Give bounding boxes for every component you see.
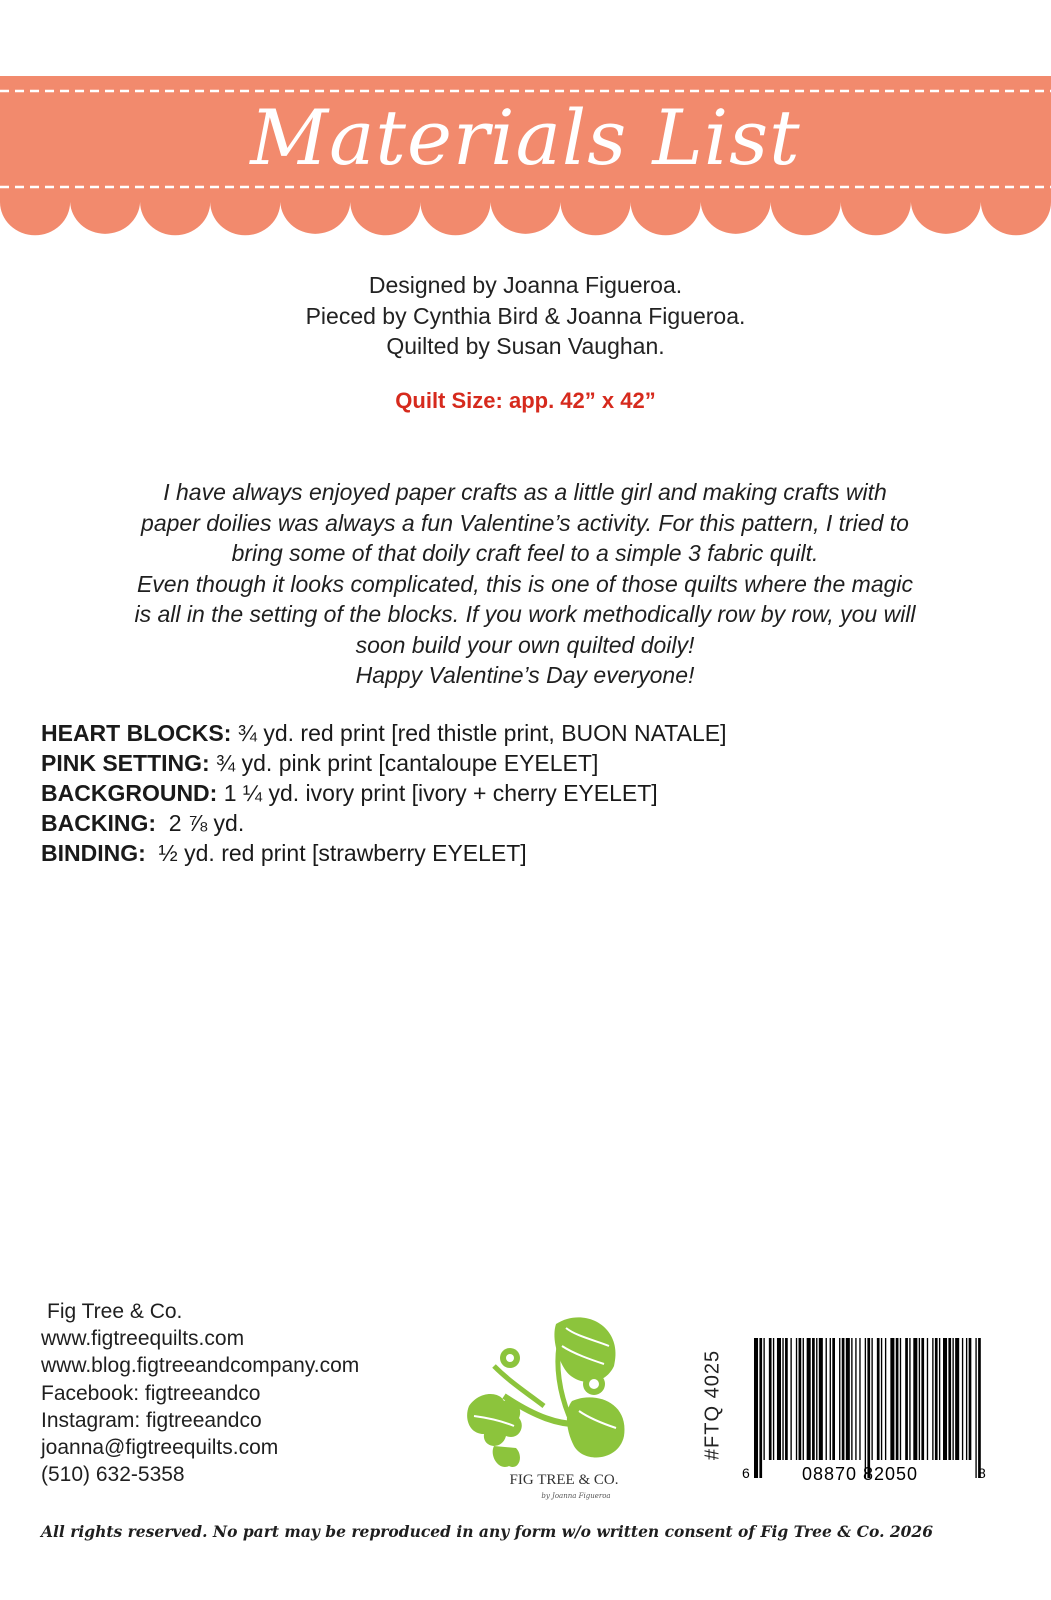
material-value: 2 ⅞ yd. — [156, 810, 245, 836]
credits-block — [0, 270, 1051, 362]
barcode-bar — [969, 1338, 972, 1460]
barcode-bar — [807, 1338, 811, 1460]
barcode-bar — [865, 1338, 866, 1478]
barcode-bar — [932, 1338, 933, 1460]
barcode-bar — [782, 1338, 783, 1460]
material-label: HEART BLOCKS: — [41, 720, 232, 746]
materials-list — [41, 718, 991, 868]
barcode-bar — [939, 1338, 940, 1460]
barcode-bar — [846, 1338, 850, 1460]
page-title: Materials List — [250, 93, 801, 182]
barcode-bar — [905, 1338, 908, 1460]
material-item — [41, 718, 991, 748]
barcode-bar — [927, 1338, 928, 1460]
barcode-bar — [921, 1338, 924, 1460]
sku-code-wrap — [700, 1346, 726, 1464]
material-label: BACKING: — [41, 810, 156, 836]
material-item — [41, 778, 991, 808]
barcode-bar — [816, 1338, 817, 1460]
barcode-bar — [763, 1338, 764, 1460]
barcode-bar — [975, 1338, 976, 1478]
intro-paragraph — [30, 477, 1020, 691]
barcode-bar — [859, 1338, 860, 1460]
barcode-bar — [769, 1338, 772, 1460]
barcode-digit-left: 6 — [742, 1465, 750, 1481]
barcode-bar — [777, 1338, 781, 1460]
barcode-bar — [832, 1338, 835, 1460]
material-label: BACKGROUND: — [41, 780, 218, 806]
designed-by: Designed by Joanna Figueroa. — [368, 272, 683, 298]
blog-link[interactable]: www.blog.figtreeandcompany.com — [41, 1354, 360, 1378]
intro-line: soon build your own quilted doily! — [355, 631, 695, 658]
intro-line: bring some of that doily craft feel to a simple 3 fabric quilt. — [231, 540, 819, 566]
barcode-bar — [919, 1338, 920, 1460]
barcode-bar — [855, 1338, 856, 1460]
logo-name: FIG TREE & CO. — [509, 1472, 619, 1488]
material-value: ¾ yd. pink print [cantaloupe EYELET] — [209, 750, 599, 776]
barcode-bar — [909, 1338, 910, 1460]
intro-line: is all in the setting of the blocks. If you work methodically row by row, you will — [134, 601, 916, 627]
barcode-bar — [803, 1338, 804, 1460]
barcode-bar — [900, 1338, 901, 1460]
barcode — [742, 1338, 998, 1484]
instagram-handle[interactable]: Instagram: figtreeandco — [41, 1408, 262, 1432]
barcode-bar — [839, 1338, 840, 1460]
fig-tree-logo — [464, 1306, 664, 1506]
intro-line: Happy Valentine’s Day everyone! — [355, 662, 695, 688]
material-item — [41, 748, 991, 778]
material-value: ¾ yd. red print [red thistle print, BUON NATALE] — [231, 720, 727, 746]
logo-byline: by Joanna Figueroa — [541, 1492, 611, 1500]
barcode-bar — [773, 1338, 774, 1460]
quilted-by: Quilted by Susan Vaughan. — [386, 333, 665, 359]
barcode-bar — [913, 1338, 917, 1460]
barcode-bar — [867, 1338, 870, 1478]
barcode-bar — [955, 1338, 959, 1460]
fig-branch-icon — [467, 1317, 624, 1467]
copyright-footer: All rights reserved. No part may be reproduced in any form w/o written consent of Fig Tree & Co. 2026 — [41, 1522, 934, 1541]
barcode-bar — [935, 1338, 938, 1460]
email-link[interactable]: joanna@figtreequilts.com — [41, 1436, 279, 1460]
phone-number: (510) 632-5358 — [41, 1463, 185, 1487]
barcode-bar — [890, 1338, 894, 1460]
facebook-handle[interactable]: Facebook: figtreeandco — [41, 1381, 261, 1405]
sku-code: #FTQ 4025 — [701, 1349, 724, 1461]
barcode-bar — [978, 1338, 981, 1478]
barcode-bar — [948, 1338, 951, 1460]
barcode-bar — [754, 1338, 758, 1478]
intro-line: Even though it looks complicated, this is one of those quilts where the magic — [136, 570, 914, 597]
barcode-digit-right: 8 — [978, 1465, 986, 1481]
barcode-bar — [885, 1338, 886, 1460]
material-label: PINK SETTING: — [41, 750, 210, 776]
quilt-size: Quilt Size: app. 42” x 42” — [395, 388, 656, 413]
barcode-bar — [790, 1338, 791, 1460]
company-name: Fig Tree & Co. — [47, 1300, 183, 1323]
barcode-bar — [966, 1338, 967, 1460]
barcode-bar — [943, 1338, 947, 1460]
material-item — [41, 838, 991, 868]
barcode-bar — [796, 1338, 797, 1460]
material-label: BINDING: — [41, 840, 146, 866]
pieced-by: Pieced by Cynthia Bird & Joanna Figueroa. — [305, 302, 746, 329]
barcode-bar — [812, 1338, 815, 1460]
barcode-digits: 08870 82050 — [801, 1464, 919, 1484]
barcode-bar — [830, 1338, 831, 1460]
barcode-bar — [881, 1338, 882, 1460]
intro-line: paper doilies was always a fun Valentine’s activity. For this pattern, I tried to — [141, 509, 909, 536]
barcode-bar — [799, 1338, 802, 1460]
barcode-bar — [826, 1338, 827, 1460]
barcode-bar — [842, 1338, 845, 1460]
barcode-bar — [871, 1338, 872, 1460]
contact-info — [41, 1298, 359, 1488]
barcode-bar — [819, 1338, 823, 1460]
barcode-bar — [962, 1338, 963, 1460]
material-item — [41, 808, 991, 838]
material-value: ½ yd. red print [strawberry EYELET] — [145, 840, 527, 866]
barcode-bar — [759, 1338, 762, 1478]
barcode-bar — [896, 1338, 899, 1460]
website-link[interactable]: www.figtreequilts.com — [41, 1327, 245, 1351]
barcode-bar — [785, 1338, 788, 1460]
barcode-bar — [877, 1338, 880, 1460]
intro-line: I have always enjoyed paper crafts as a little girl and making crafts with — [163, 479, 887, 505]
material-value: 1 ¼ yd. ivory print [ivory + cherry EYELET] — [217, 780, 658, 806]
barcode-bar — [952, 1338, 953, 1460]
barcode-bar — [851, 1338, 852, 1460]
